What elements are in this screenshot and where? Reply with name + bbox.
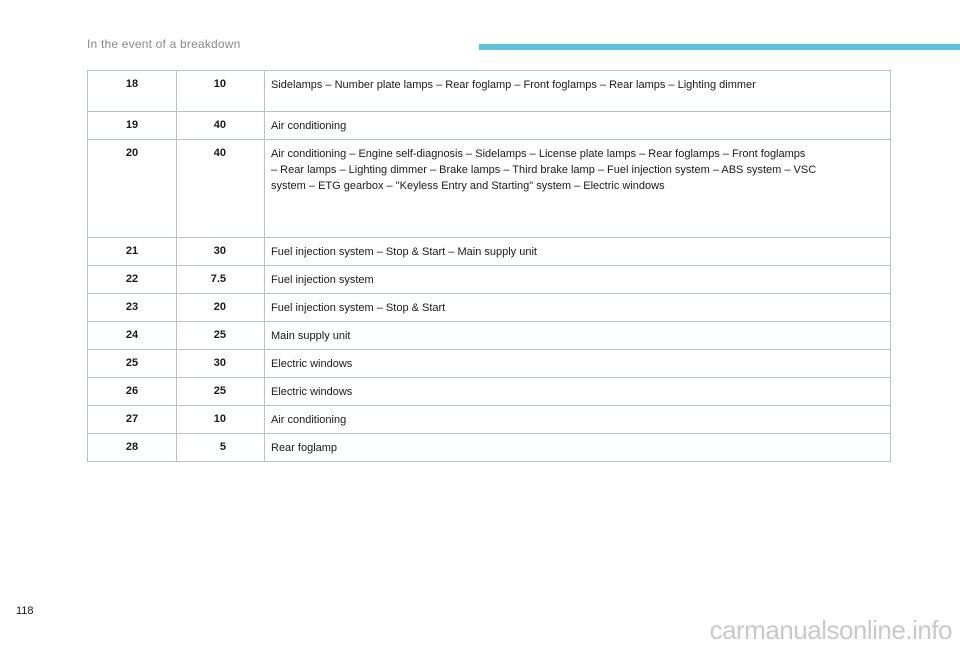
fuse-description: Electric windows <box>265 378 891 406</box>
fuse-description: Fuel injection system – Stop & Start <box>265 294 891 322</box>
fuse-description: Sidelamps – Number plate lamps – Rear foglamp – Front foglamps – Rear lamps – Lighting dimmer <box>265 71 891 112</box>
fuse-amperage: 40 <box>177 140 265 238</box>
fuse-description: Rear foglamp <box>265 434 891 462</box>
table-row <box>88 140 891 238</box>
table-row <box>88 322 891 350</box>
table-row <box>88 350 891 378</box>
table-row <box>88 406 891 434</box>
fuse-number: 22 <box>88 266 177 294</box>
table-row <box>88 112 891 140</box>
fuse-number: 18 <box>88 71 177 112</box>
table-row <box>88 266 891 294</box>
fuse-amperage: 40 <box>177 112 265 140</box>
fuse-description: Fuel injection system <box>265 266 891 294</box>
fuse-number: 19 <box>88 112 177 140</box>
fuse-description: Main supply unit <box>265 322 891 350</box>
table-row <box>88 378 891 406</box>
fuse-amperage: 7.5 <box>177 266 265 294</box>
fuse-number: 24 <box>88 322 177 350</box>
fuse-description: Electric windows <box>265 350 891 378</box>
fuse-description: Air conditioning – Engine self-diagnosis – Sidelamps – License plate lamps – Rear foglamps – Front foglamps – Rear lamps – Lighting dimmer – Brake lamps – Third brake lamp – Fuel injection system – ABS system – VSC system – ETG gearbox – "Keyless Entry and Starting" system – Electric windows <box>265 140 891 238</box>
fuse-number: 20 <box>88 140 177 238</box>
page-number: 118 <box>16 605 34 617</box>
page-section-title: In the event of a breakdown <box>87 37 241 51</box>
table-row <box>88 434 891 462</box>
fuse-number: 28 <box>88 434 177 462</box>
fuse-number: 27 <box>88 406 177 434</box>
fuse-description: Air conditioning <box>265 406 891 434</box>
table-row <box>88 71 891 112</box>
fuse-amperage: 25 <box>177 322 265 350</box>
fuse-amperage: 30 <box>177 350 265 378</box>
fuse-description: Air conditioning <box>265 112 891 140</box>
fuse-amperage: 10 <box>177 406 265 434</box>
fuse-description: Fuel injection system – Stop & Start – Main supply unit <box>265 238 891 266</box>
table-row <box>88 238 891 266</box>
fuse-amperage: 30 <box>177 238 265 266</box>
fuse-number: 25 <box>88 350 177 378</box>
fuse-amperage: 5 <box>177 434 265 462</box>
header-accent-bar <box>479 44 960 50</box>
fuse-number: 23 <box>88 294 177 322</box>
fuse-number: 26 <box>88 378 177 406</box>
watermark: carmanualsonline.info <box>709 615 952 645</box>
fuse-table <box>87 70 891 462</box>
fuse-amperage: 20 <box>177 294 265 322</box>
fuse-number: 21 <box>88 238 177 266</box>
fuse-amperage: 10 <box>177 71 265 112</box>
fuse-amperage: 25 <box>177 378 265 406</box>
table-row <box>88 294 891 322</box>
